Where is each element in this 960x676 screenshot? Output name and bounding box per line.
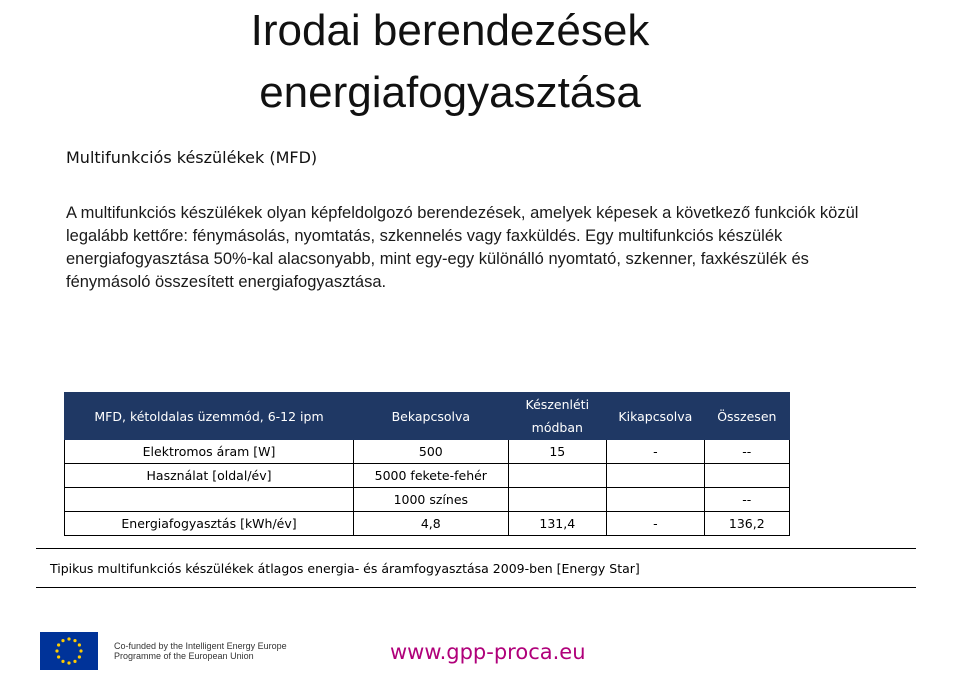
table-cell <box>607 488 705 512</box>
body-paragraph: A multifunkciós készülékek olyan képfeldolgozó berendezések, amelyek képesek a következő funkciók közül legalább kettőre: fénymásolás, nyomtatás, szkennelés vagy faxküldés. Egy multifunkciós készülék energiafogyasztása 50%-kal alacsonyabb, mint egy-egy különálló nyomtató, szkenner, faxkészülék és fénymásoló összesített energiafogyasztása. <box>66 204 859 291</box>
eu-star-icon <box>73 660 76 663</box>
eu-star-icon <box>55 649 58 652</box>
table-header-row <box>65 393 790 440</box>
table-cell: Energiafogyasztás [kWh/év] <box>65 512 354 536</box>
table-cell: 15 <box>508 440 606 464</box>
table-cell <box>65 488 354 512</box>
energy-table <box>64 392 790 536</box>
eu-star-icon <box>61 639 64 642</box>
table-cell: 500 <box>354 440 509 464</box>
header-on: Bekapcsolva <box>354 393 509 440</box>
eu-star-icon <box>67 637 70 640</box>
title-line-1: Irodai berendezések <box>250 6 650 55</box>
table-cell: Elektromos áram [W] <box>65 440 354 464</box>
eu-star-icon <box>57 655 60 658</box>
table-caption: Tipikus multifunkciós készülékek átlagos energia- és áramfogyasztása 2009-ben [Energy Star] <box>36 548 916 588</box>
header-total: Összesen <box>704 393 789 440</box>
table-cell <box>607 464 705 488</box>
header-standby-line2: módban <box>531 420 583 435</box>
cofund-logo <box>40 632 287 670</box>
table-row <box>65 512 790 536</box>
cofund-line-1: Co-funded by the Intelligent Energy Europe <box>114 641 287 651</box>
table-cell: -- <box>704 488 789 512</box>
eu-star-icon <box>78 643 81 646</box>
eu-star-icon <box>57 643 60 646</box>
header-standby <box>508 393 606 440</box>
table-cell: Használat [oldal/év] <box>65 464 354 488</box>
eu-star-icon <box>73 639 76 642</box>
eu-star-icon <box>61 660 64 663</box>
table-cell: -- <box>704 440 789 464</box>
eu-star-icon <box>67 661 70 664</box>
section-subtitle: Multifunkciós készülékek (MFD) <box>66 148 318 167</box>
eu-star-icon <box>79 649 82 652</box>
table-row <box>65 464 790 488</box>
table-cell <box>508 488 606 512</box>
table-row <box>65 440 790 464</box>
table-cell <box>704 464 789 488</box>
table-cell: 4,8 <box>354 512 509 536</box>
table-cell: 136,2 <box>704 512 789 536</box>
table-cell <box>508 464 606 488</box>
website-link[interactable]: www.gpp-proca.eu <box>390 640 586 664</box>
header-mfd: MFD, kétoldalas üzemmód, 6-12 ipm <box>65 393 354 440</box>
table-cell: 5000 fekete-fehér <box>354 464 509 488</box>
header-off: Kikapcsolva <box>607 393 705 440</box>
cofund-text <box>114 641 287 661</box>
table-cell: 1000 színes <box>354 488 509 512</box>
cofund-line-2: Programme of the European Union <box>114 651 254 661</box>
table-cell: - <box>607 512 705 536</box>
header-standby-line1: Készenléti <box>525 397 590 412</box>
page-title <box>200 0 700 124</box>
eu-flag-icon <box>40 632 98 670</box>
eu-star-icon <box>78 655 81 658</box>
table-cell: - <box>607 440 705 464</box>
table-cell: 131,4 <box>508 512 606 536</box>
table-row <box>65 488 790 512</box>
title-line-2: energiafogyasztása <box>259 68 641 117</box>
